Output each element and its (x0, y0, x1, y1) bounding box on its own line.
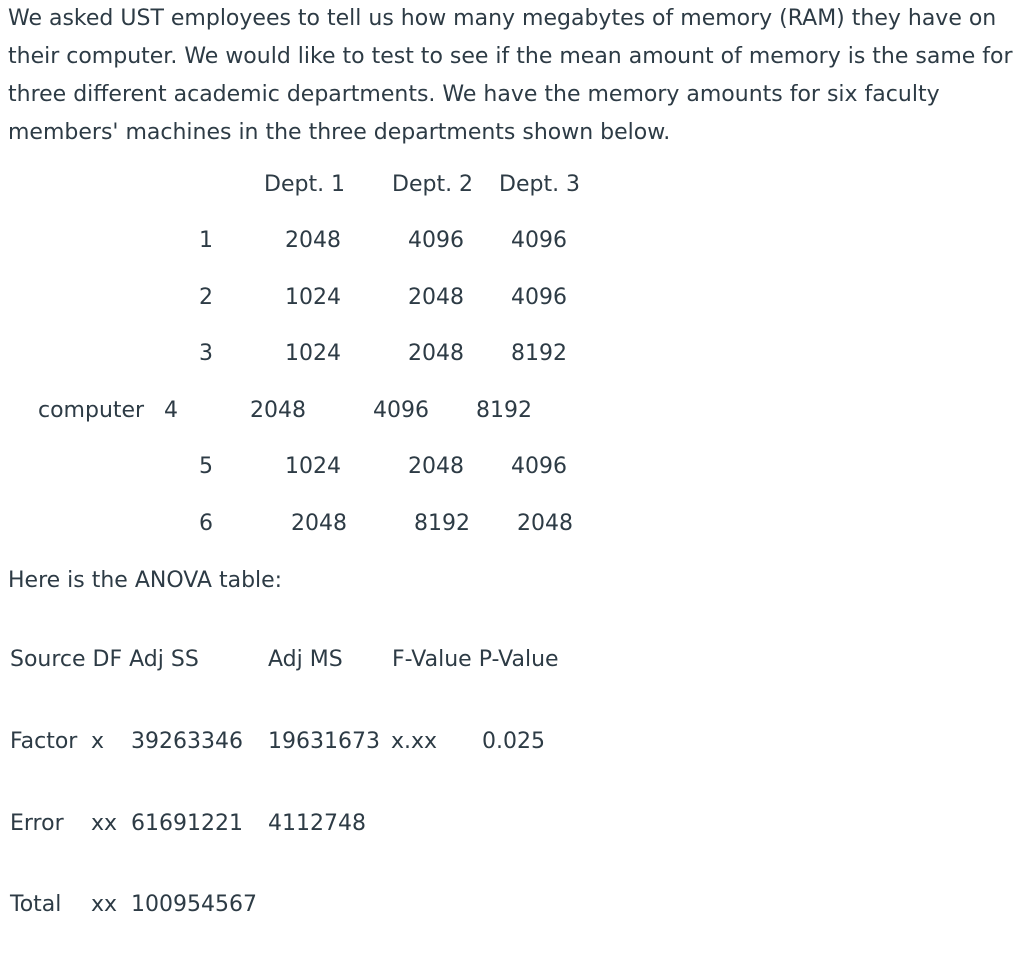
table-cell: 4096 (511, 228, 567, 253)
anova-total-adjss: 100954567 (131, 892, 257, 917)
table-cell: 4096 (408, 228, 464, 253)
table-cell: 1024 (285, 285, 341, 310)
table-cell: 8192 (414, 511, 470, 536)
table-cell: 1024 (285, 454, 341, 479)
table-cell: 4096 (373, 398, 429, 423)
anova-factor-adjss: 39263346 (131, 729, 243, 754)
table-cell: 2048 (408, 285, 464, 310)
table-cell: 2048 (517, 511, 573, 536)
table-cell: 2048 (291, 511, 347, 536)
table-cell: 4096 (511, 454, 567, 479)
table-cell: 8192 (476, 398, 532, 423)
anova-error-adjms: 4112748 (268, 811, 366, 836)
row-index: 4 (164, 398, 178, 423)
anova-factor-source: Factor (10, 729, 78, 754)
table-cell: 2048 (250, 398, 306, 423)
anova-factor-df: x (91, 729, 105, 754)
row-index: 6 (199, 511, 213, 536)
table-cell: 2048 (285, 228, 341, 253)
anova-header-fval-pval: F-Value P-Value (392, 647, 559, 672)
table-cell: 1024 (285, 341, 341, 366)
table-cell: 4096 (511, 285, 567, 310)
anova-error-source: Error (10, 811, 64, 836)
anova-intro: Here is the ANOVA table: (8, 568, 283, 593)
anova-header-source-df-adjss: Source DF Adj SS (10, 647, 199, 672)
anova-total-source: Total (10, 892, 62, 917)
table-cell: 2048 (408, 341, 464, 366)
anova-header-adjms: Adj MS (268, 647, 343, 672)
dept-1-header: Dept. 1 (264, 172, 346, 197)
anova-total-df: xx (91, 892, 118, 917)
anova-error-df: xx (91, 811, 118, 836)
anova-factor-adjms: 19631673 (268, 729, 380, 754)
dept-2-header: Dept. 2 (392, 172, 474, 197)
row-index: 1 (199, 228, 213, 253)
dept-3-header: Dept. 3 (499, 172, 581, 197)
table-cell: 2048 (408, 454, 464, 479)
anova-error-adjss: 61691221 (131, 811, 243, 836)
problem-intro: We asked UST employees to tell us how many megabytes of memory (RAM) they have on their computer. We would like to test to see if the mean amount of memory is the same for three different academic departments. We have the memory amounts for six faculty members' machines in the three departments shown below. (8, 6, 1013, 145)
anova-factor-fvalue: x.xx (391, 729, 438, 754)
anova-factor-pvalue: 0.025 (482, 729, 545, 754)
row-label-computer: computer (38, 398, 145, 423)
row-index: 5 (199, 454, 213, 479)
row-index: 2 (199, 285, 213, 310)
table-cell: 8192 (511, 341, 567, 366)
row-index: 3 (199, 341, 213, 366)
